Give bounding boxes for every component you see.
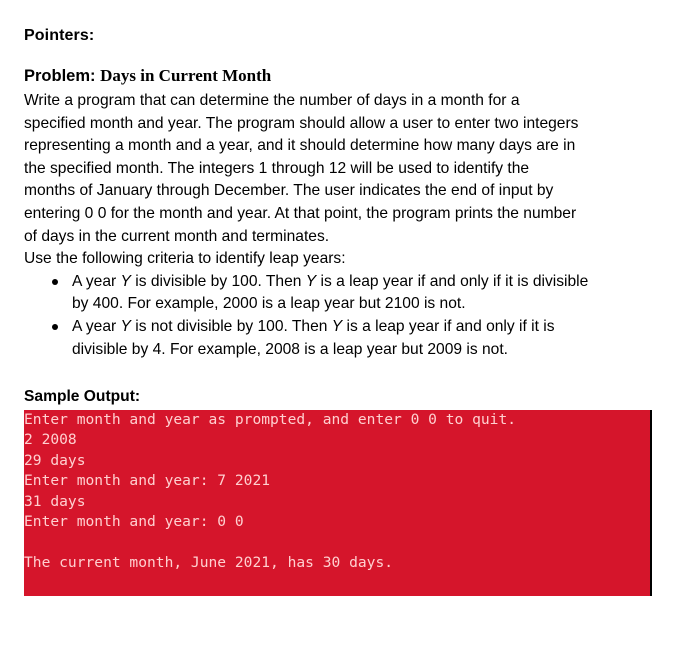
pointers-heading: Pointers: [24,27,95,44]
problem-label: Problem: [24,67,96,85]
terminal-line: The current month, June 2021, has 30 days. [24,553,394,571]
criteria-list [24,271,654,361]
paragraph-line: specified month and year. The program should allow a user to enter two integers [24,114,579,132]
terminal-line: Enter month and year: 0 0 [24,512,244,530]
terminal-line: 2 2008 [24,431,77,449]
terminal-line [24,532,650,552]
terminal-line: Enter month and year as prompted, and enter 0 0 to quit. [24,411,517,428]
bullet-icon [52,324,58,330]
terminal-line: Enter month and year: 7 2021 [24,472,271,490]
sample-output-terminal [24,410,652,596]
paragraph-line: entering 0 0 for the month and year. At that point, the program prints the number [24,204,577,222]
problem-name: Days in Current Month [100,66,272,85]
criteria-intro: Use the following criteria to identify leap years: [24,250,346,268]
paragraph-line: Write a program that can determine the number of days in a month for a [24,92,520,109]
list-item: A year Y is not divisible by 100. Then Y is a leap year if and only if it is divisible by 4. For example, 2008 is a leap year but 2009 is not. [24,316,654,361]
sample-output-heading: Sample Output: [24,388,141,405]
terminal-line: 31 days [24,492,86,510]
paragraph-line: the specified month. The integers 1 through 12 will be used to identify the [24,159,530,177]
terminal-line: 29 days [24,451,86,469]
problem-description [24,90,654,361]
list-item: A year Y is divisible by 100. Then Y is a leap year if and only if it is divisible by 400. For example, 2000 is a leap year but 2100 is not. [24,271,654,316]
problem-title [24,66,271,86]
paragraph-line: months of January through December. The user indicates the end of input by [24,182,554,200]
bullet-icon [52,279,58,285]
paragraph-line: representing a month and a year, and it should determine how many days are in [24,137,576,155]
paragraph-line: of days in the current month and terminates. [24,227,330,245]
